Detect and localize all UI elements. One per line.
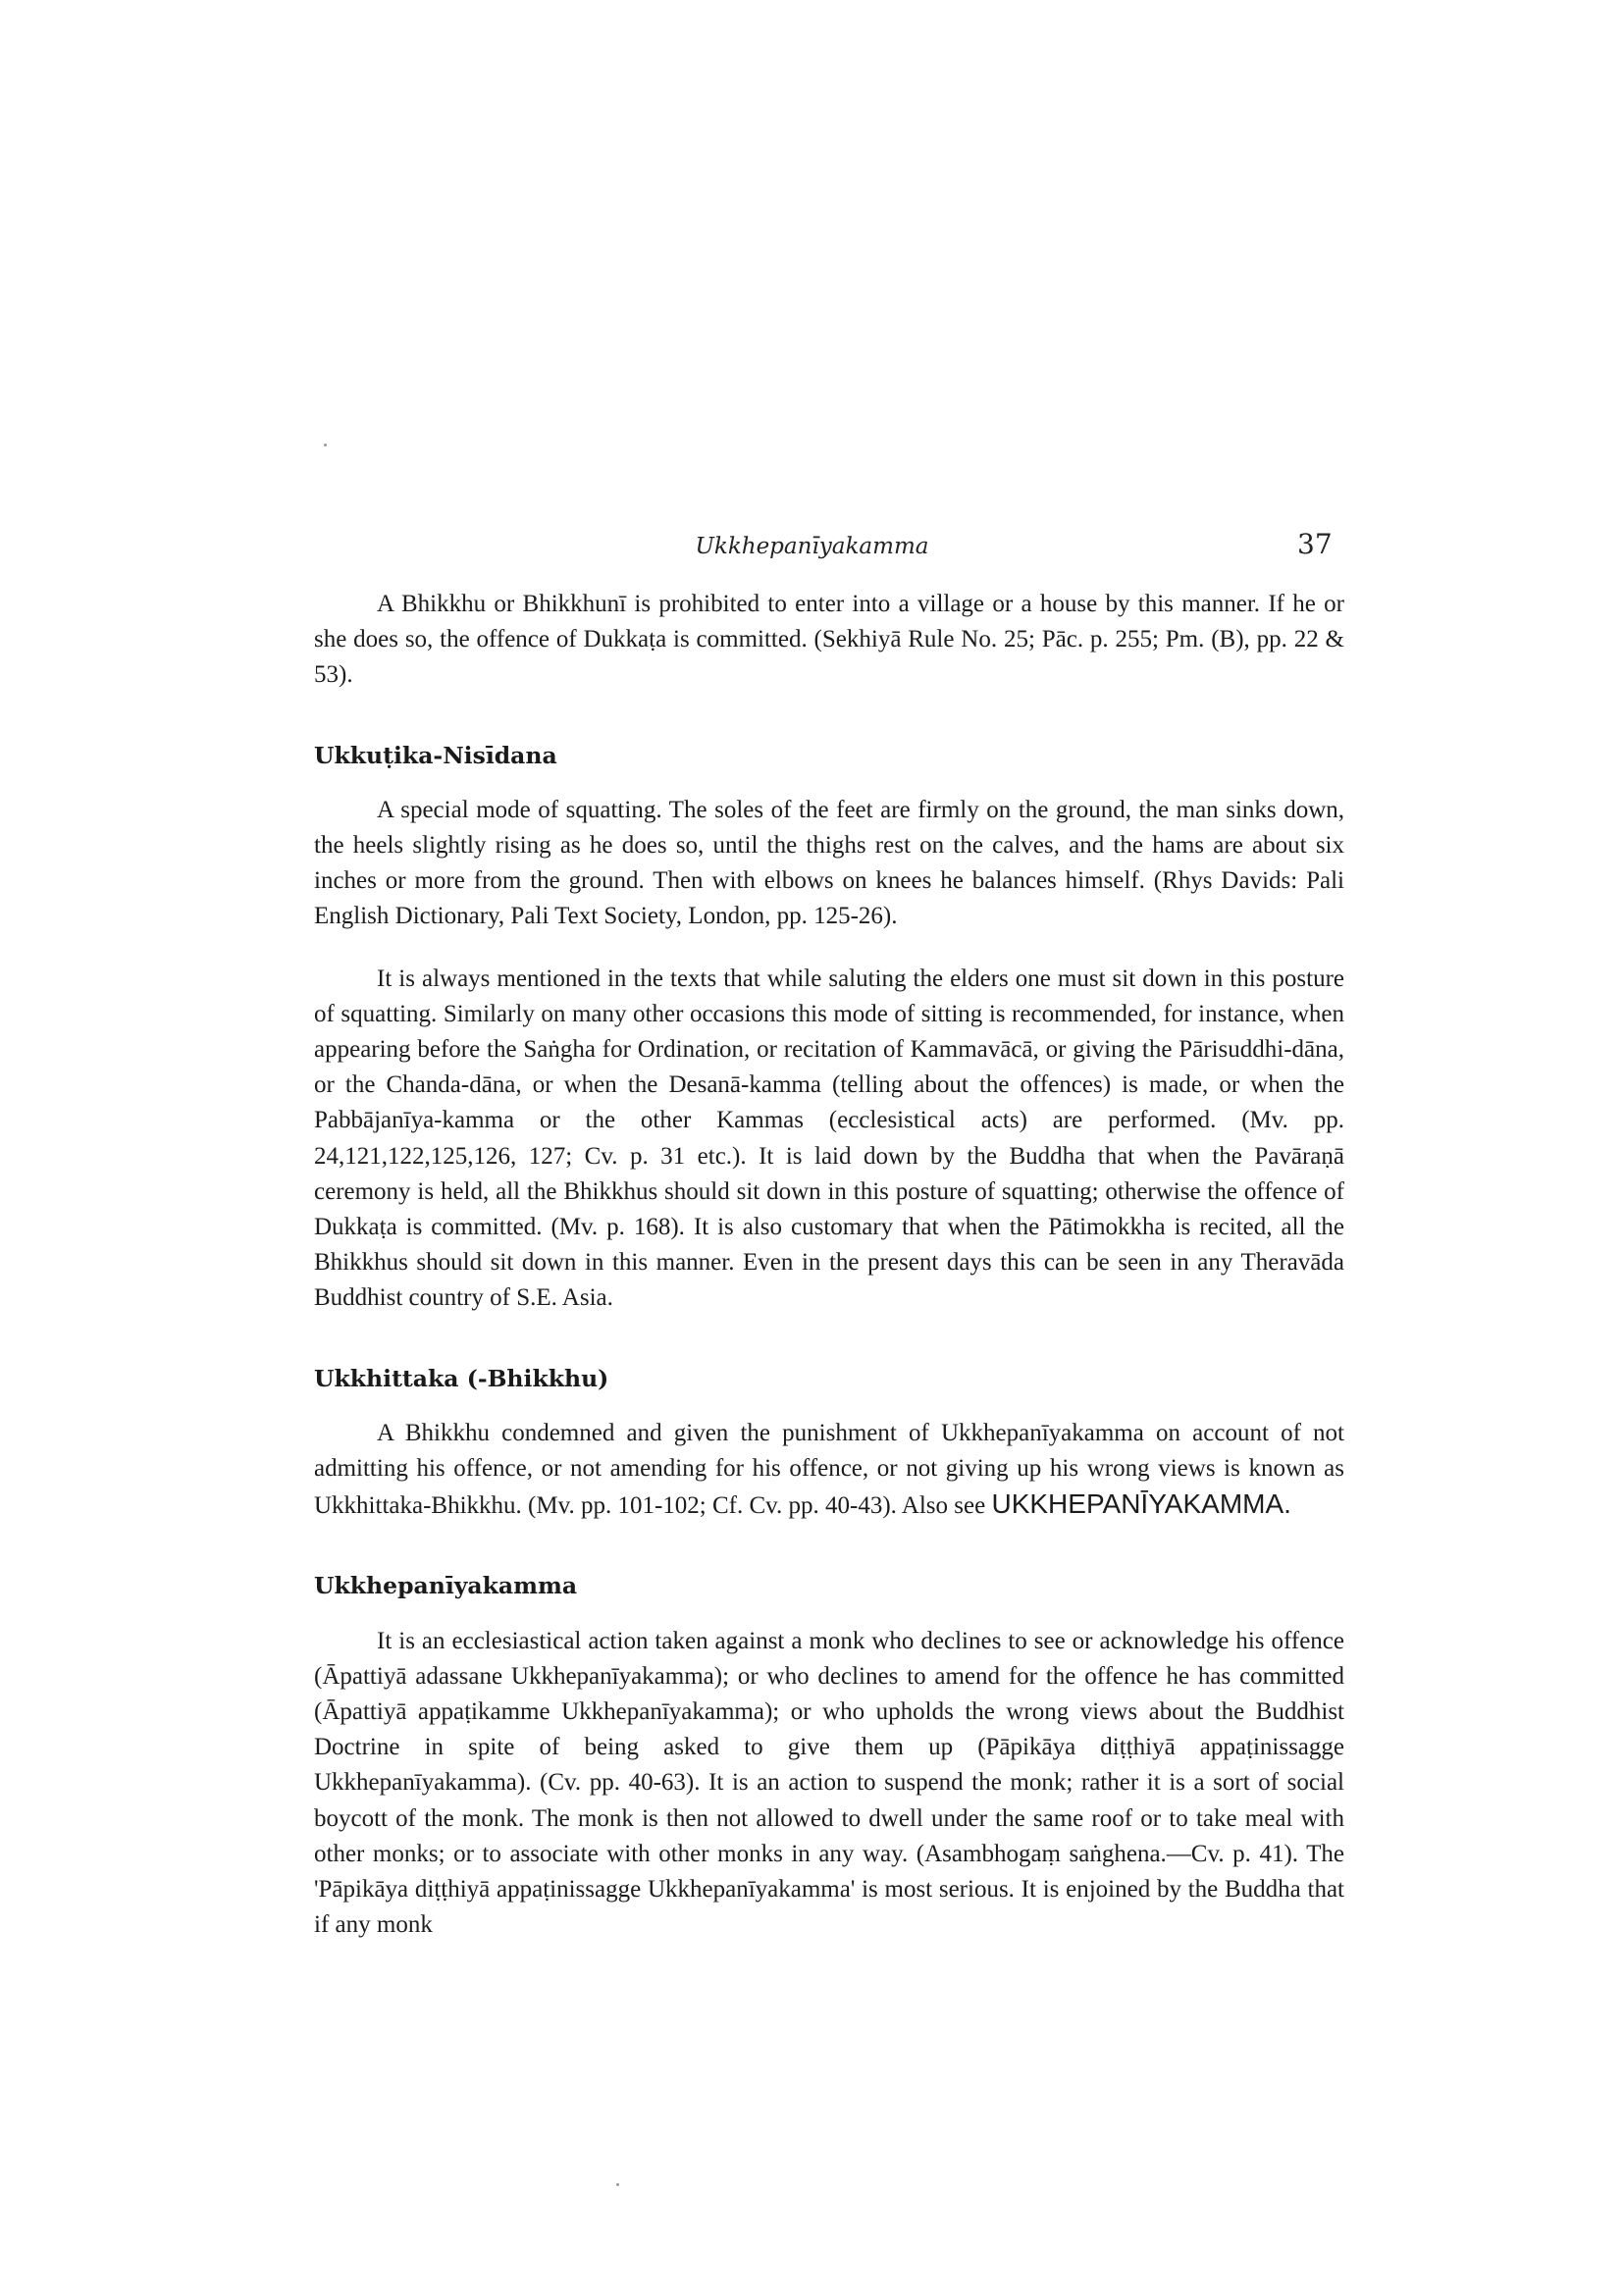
page-number: 37 <box>1297 528 1333 560</box>
entry-heading-ukkutika-nisidana: Ukkuṭika-Nisīdana <box>314 741 557 769</box>
ukkutika-definition-paragraph: A special mode of squatting. The soles of the feet are firmly on the ground, the man sinks down, the heels slightly rising as he does so, until the thighs rest on the calves, and the hams are about six inches or more from the ground. Then with elbows on knees he balances himself. (Rhys Davids: Pali English Dictionary, Pali Text Society, London, pp. 125-26). <box>314 796 1344 930</box>
running-title: Ukkhepanīyakamma <box>695 534 929 559</box>
page-content <box>314 587 1344 1970</box>
ukkhittaka-text: A Bhikkhu condemned and given the punishment of Ukkhepanīyakamma on account of not admitting his offence, or not amending for his offence, or not giving up his wrong views is known as Ukkhittaka-Bhikkhu. (Mv. pp. 101-102; Cf. Cv. pp. 40-43). Also see <box>314 1419 1344 1520</box>
entry-heading-ukkhittaka: Ukkhittaka (-Bhikkhu) <box>314 1364 609 1392</box>
see-also-reference: UKKHEPANĪYAKAMMA. <box>991 1488 1291 1520</box>
scan-speck <box>616 2183 619 2186</box>
ukkhittaka-paragraph <box>314 1416 1344 1525</box>
ukkhepaniyakamma-paragraph: It is an ecclesiastical action taken against a monk who declines to see or acknowledge his offence (Āpattiyā adassane Ukkhepanīyakamma); or who declines to amend for the offence he has committed (Āpattiyā appaṭikamme Ukkhepanīyakamma); or who upholds the wrong views about the Buddhist Doctrine in spite of being asked to give them up (Pāpikāya diṭṭhiyā appaṭinissagge Ukkhepanīyakamma). (Cv. pp. 40-63). It is an action to suspend the monk; rather it is a sort of social boycott of the monk. The monk is then not allowed to dwell under the same roof or to take meal with other monks; or to associate with other monks in any way. (Asambhogaṃ saṅghena.—Cv. p. 41). The 'Pāpikāya diṭṭhiyā appaṭinissagge Ukkhepanīyakamma' is most serious. It is enjoined by the Buddha that if any monk <box>314 1627 1344 1939</box>
entry-heading-ukkhepaniyakamma: Ukkhepanīyakamma <box>314 1572 578 1600</box>
intro-paragraph: A Bhikkhu or Bhikkhunī is prohibited to enter into a village or a house by this manner. If he or she does so, the offence of Dukkaṭa is committed. (Sekhiyā Rule No. 25; Pāc. p. 255; Pm. (B), pp. 22 & 53). <box>314 591 1344 689</box>
ukkutika-usage-paragraph: It is always mentioned in the texts that while saluting the elders one must sit down in this posture of squatting. Similarly on many other occasions this mode of sitting is recommended, for instance, when appearing before the Saṅgha for Ordination, or recitation of Kammavācā, or giving the Pārisuddhi-dāna, or the Chanda-dāna, or when the Desanā-kamma (telling about the offences) is made, or when the Pabbājanīya-kamma or the other Kammas (ecclesistical acts) are performed. (Mv. pp. 24,121,122,125,126, 127; Cv. p. 31 etc.). It is laid down by the Buddha that when the Pavāraṇā ceremony is held, all the Bhikkhus should sit down in this posture of squatting; otherwise the offence of Dukkaṭa is committed. (Mv. p. 168). It is also customary that when the Pātimokkha is recited, all the Bhikkhus should sit down in this manner. Even in the present days this can be seen in any Theravāda Buddhist country of S.E. Asia. <box>314 965 1344 1312</box>
scan-speck <box>324 444 327 446</box>
